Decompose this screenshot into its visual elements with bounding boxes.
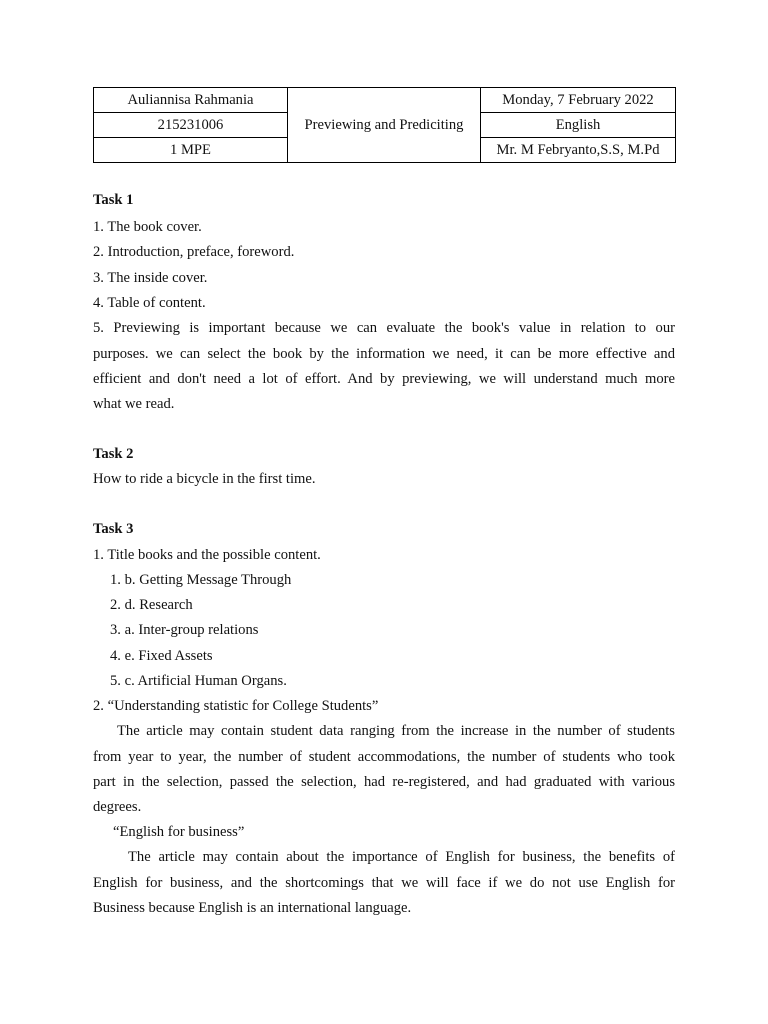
task1-item5-line: what we read. xyxy=(93,396,175,412)
subject-cell: English xyxy=(481,113,676,138)
task1-item: 2. Introduction, preface, foreword. xyxy=(93,244,295,260)
student-name-cell: Auliannisa Rahmania xyxy=(94,88,288,113)
task1-item5-line: 5. Previewing is important because we can evaluate the book's value in relation to our xyxy=(93,320,675,336)
student-id-cell: 215231006 xyxy=(94,113,288,138)
article2-line: The article may contain about the importance of English for business, the benefits of xyxy=(128,849,675,865)
task3-answer-item: 4. e. Fixed Assets xyxy=(110,648,213,664)
task1-item: 1. The book cover. xyxy=(93,219,202,235)
article2-line: Business because English is an international language. xyxy=(93,900,412,916)
task1-item: 3. The inside cover. xyxy=(93,270,208,286)
article2-title: “English for business” xyxy=(113,824,245,840)
date-cell: Monday, 7 February 2022 xyxy=(481,88,676,113)
task2-answer: How to ride a bicycle in the first time. xyxy=(93,471,316,487)
class-cell: 1 MPE xyxy=(94,138,288,163)
task1-heading: Task 1 xyxy=(93,192,134,208)
task3-question-1: 1. Title books and the possible content. xyxy=(93,547,321,563)
article1-line: part in the selection, passed the selection, had re-registered, and had graduated with various xyxy=(93,774,675,790)
task1-item5-line: purposes. we can select the book by the information we need, it can be more effective and xyxy=(93,346,675,362)
task1-item5-line: efficient and don't need a lot of effort. And by previewing, we will understand much more xyxy=(93,371,675,387)
article1-line: degrees. xyxy=(93,799,142,815)
header-table xyxy=(93,87,676,163)
task3-question-2: 2. “Understanding statistic for College Students” xyxy=(93,698,379,714)
lecturer-cell: Mr. M Febryanto,S.S, M.Pd xyxy=(481,138,676,163)
task3-heading: Task 3 xyxy=(93,521,134,537)
task3-answer-item: 5. c. Artificial Human Organs. xyxy=(110,673,287,689)
task3-answer-item: 3. a. Inter-group relations xyxy=(110,622,259,638)
task2-heading: Task 2 xyxy=(93,446,134,462)
article1-line: from year to year, the number of student accommodations, the number of students who took xyxy=(93,749,675,765)
topic-cell: Previewing and Prediciting xyxy=(288,88,481,163)
article1-line: The article may contain student data ranging from the increase in the number of students xyxy=(117,723,675,739)
task1-item: 4. Table of content. xyxy=(93,295,206,311)
article2-line: English for business, and the shortcomings that we will face if we do not use English for xyxy=(93,875,675,891)
task3-answer-item: 2. d. Research xyxy=(110,597,193,613)
task3-answer-item: 1. b. Getting Message Through xyxy=(110,572,292,588)
